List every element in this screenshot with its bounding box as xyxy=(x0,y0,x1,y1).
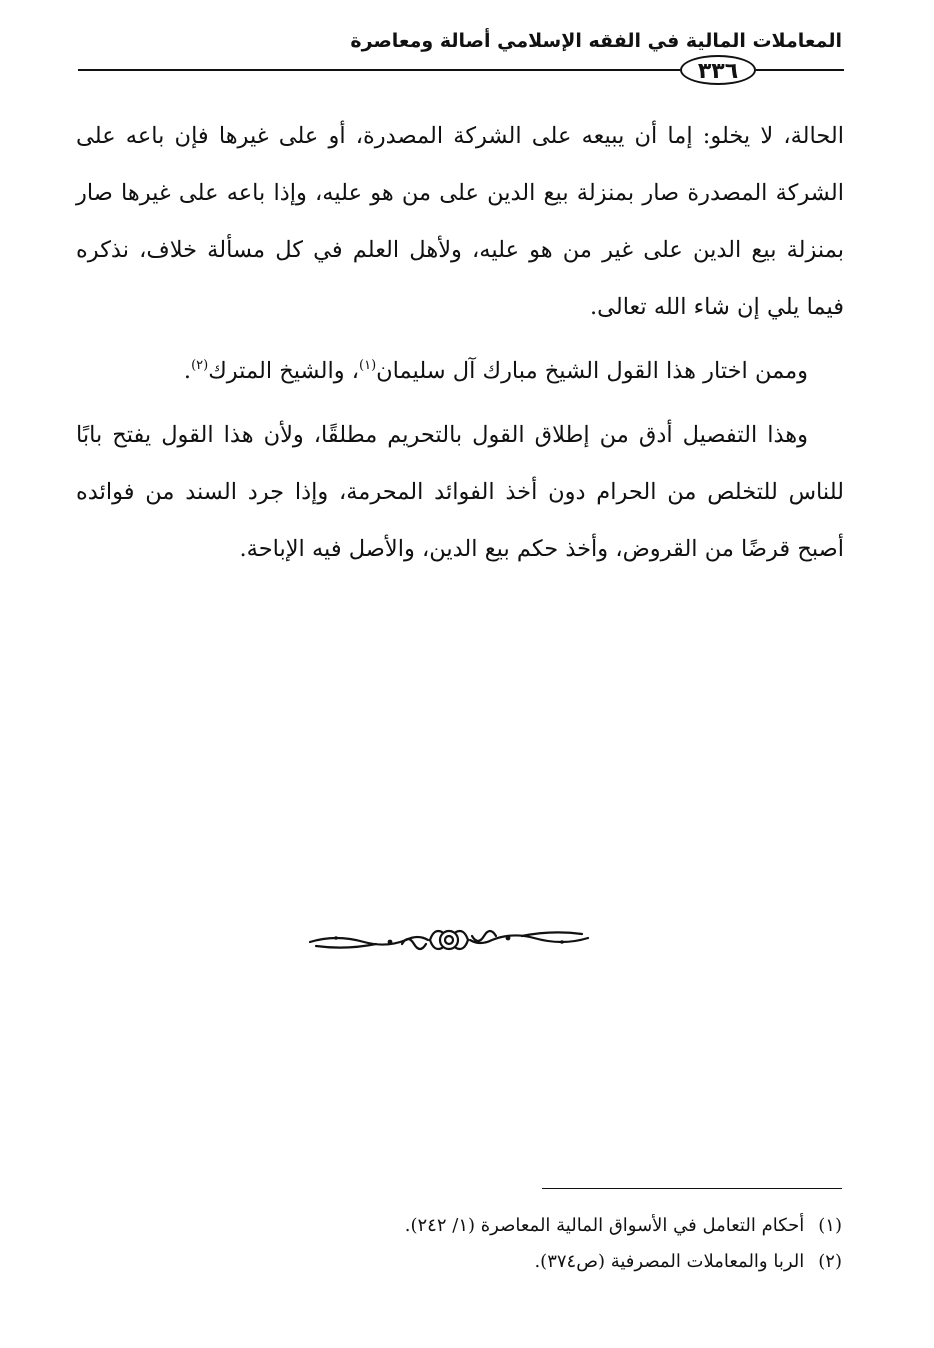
running-head-title: المعاملات المالية في الفقه الإسلامي أصالة ومعاصرة xyxy=(350,30,842,52)
footnote-ref-1: (١) xyxy=(359,358,377,373)
paragraph-1: الحالة، لا يخلو: إما أن يبيعه على الشركة المصدرة، أو على غيرها فإن باعه على الشركة المصدرة صار بمنزلة بيع الدين على من هو عليه، وإذا باعه على غيرها صار بمنزلة بيع الدين على غير من هو عليه، ولأهل العلم في كل مسألة خلاف، نذكره فيما يلي إن شاء الله تعالى. xyxy=(76,123,844,320)
footnote-2 xyxy=(82,1244,842,1280)
footnote-1 xyxy=(82,1208,842,1244)
header-rule-right xyxy=(756,69,844,71)
header-rule-left xyxy=(78,69,680,71)
footnote-ref-2: (٢) xyxy=(191,358,209,373)
footnote-separator xyxy=(542,1188,842,1189)
section-divider-ornament xyxy=(306,920,592,960)
paragraph-2-text-b: ، والشيخ المترك xyxy=(208,358,359,384)
paragraph-2-text-a: وممن اختار هذا القول الشيخ مبارك آل سليمان xyxy=(376,358,808,384)
page-number: ٣٣٦ xyxy=(680,55,756,85)
footnote-1-text: أحكام التعامل في الأسواق المالية المعاصرة (١/ ٢٤٢). xyxy=(404,1215,805,1236)
paragraph-2 xyxy=(76,343,844,400)
main-text xyxy=(76,108,844,578)
footnote-2-text: الربا والمعاملات المصرفية (ص٣٧٤). xyxy=(534,1251,805,1272)
footnotes xyxy=(82,1208,842,1280)
paragraph-3: وهذا التفصيل أدق من إطلاق القول بالتحريم مطلقًا، ولأن هذا القول يفتح بابًا للناس للتخلص من الحرام دون أخذ الفوائد المحرمة، وإذا جرد السند من فوائده أصبح قرضًا من القروض، وأخذ حكم بيع الدين، والأصل فيه الإباحة. xyxy=(76,422,844,562)
paragraph-2-text-c: . xyxy=(183,358,192,384)
footnote-2-number: (٢) xyxy=(818,1251,842,1272)
footnote-1-number: (١) xyxy=(818,1215,842,1236)
